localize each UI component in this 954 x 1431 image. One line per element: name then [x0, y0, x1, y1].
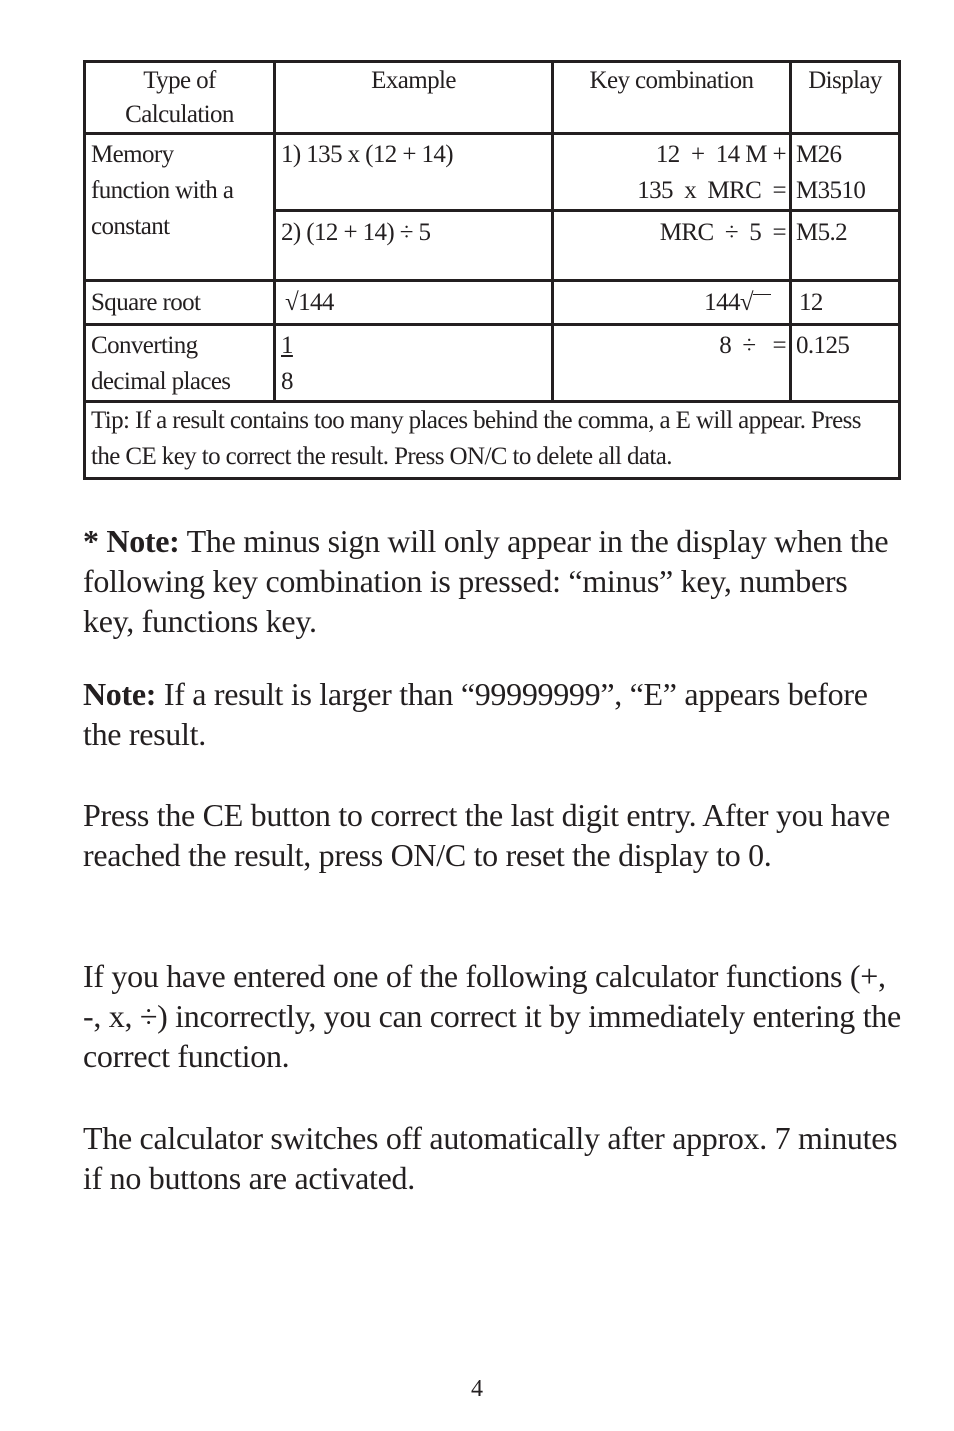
table-row — [85, 325, 900, 402]
table-row — [85, 134, 900, 211]
convert-key: 8 ÷ = — [553, 325, 791, 402]
memory-key-2: MRC ÷ 5 = — [553, 211, 791, 281]
header-example: Example — [275, 62, 553, 134]
note-text: If a result is larger than “99999999”, “E” appears before the result. — [83, 676, 868, 752]
convert-example-fraction — [275, 325, 553, 402]
note-large-result — [83, 674, 903, 754]
convert-type-line: decimal places — [91, 368, 231, 395]
convert-display: 0.125 — [791, 325, 900, 402]
sqrt-overline — [753, 294, 771, 313]
sqrt-type-cell: Square root — [85, 281, 275, 325]
sqrt-example: √144 — [275, 281, 553, 325]
key-line: 135 x MRC = — [637, 177, 786, 204]
paragraph-auto-off: The calculator switches off automatically after approx. 7 minutes if no buttons are activated. — [83, 1120, 898, 1196]
fraction-numerator: 1 — [281, 332, 293, 359]
display-line: M3510 — [796, 177, 866, 204]
memory-type-cell — [85, 134, 275, 281]
tip-text: Tip: If a result contains too many places behind the comma, a E will appear. Press the CE key to correct the result. Press ON/C to delete all data. — [85, 402, 900, 479]
header-key-combination: Key combination — [553, 62, 791, 134]
convert-type-cell — [85, 325, 275, 402]
paragraph-function-correction: If you have entered one of the following calculator functions (+, -, x, ÷) incorrectly, you can correct it by immediately entering the correct function. — [83, 958, 901, 1074]
fraction-denominator: 8 — [281, 368, 293, 395]
page-number: 4 — [471, 1376, 483, 1402]
note-label: * Note: — [83, 523, 180, 559]
memory-key-1 — [553, 134, 791, 211]
calculation-table — [83, 60, 901, 480]
table-row — [85, 281, 900, 325]
note-minus-sign — [83, 521, 903, 641]
note-label: Note: — [83, 676, 157, 712]
sqrt-key — [553, 281, 791, 325]
sqrt-key-text: 144√ — [704, 289, 753, 316]
note-text: The minus sign will only appear in the display when the following key combination is pressed: “minus” key, numbers key, functions key. — [83, 523, 889, 639]
sqrt-display: 12 — [791, 281, 900, 325]
table-row-tip — [85, 402, 900, 479]
memory-type-line: function with a — [91, 177, 234, 204]
convert-type-line: Converting — [91, 332, 198, 359]
header-type: Type of Calculation — [85, 62, 275, 134]
key-line: 12 + 14 M + — [655, 141, 786, 168]
header-display: Display — [791, 62, 900, 134]
paragraph-ce-button: Press the CE button to correct the last digit entry. After you have reached the result, press ON/C to reset the display to 0. — [83, 797, 890, 873]
display-line: M26 — [796, 141, 842, 168]
table-header-row — [85, 62, 900, 134]
memory-display-1 — [791, 134, 900, 211]
memory-example-1: 1) 135 x (12 + 14) — [275, 134, 553, 211]
memory-type-line: Memory — [91, 141, 174, 168]
memory-example-2: 2) (12 + 14) ÷ 5 — [275, 211, 553, 281]
memory-display-2: M5.2 — [791, 211, 900, 281]
memory-type-line: constant — [91, 213, 170, 240]
